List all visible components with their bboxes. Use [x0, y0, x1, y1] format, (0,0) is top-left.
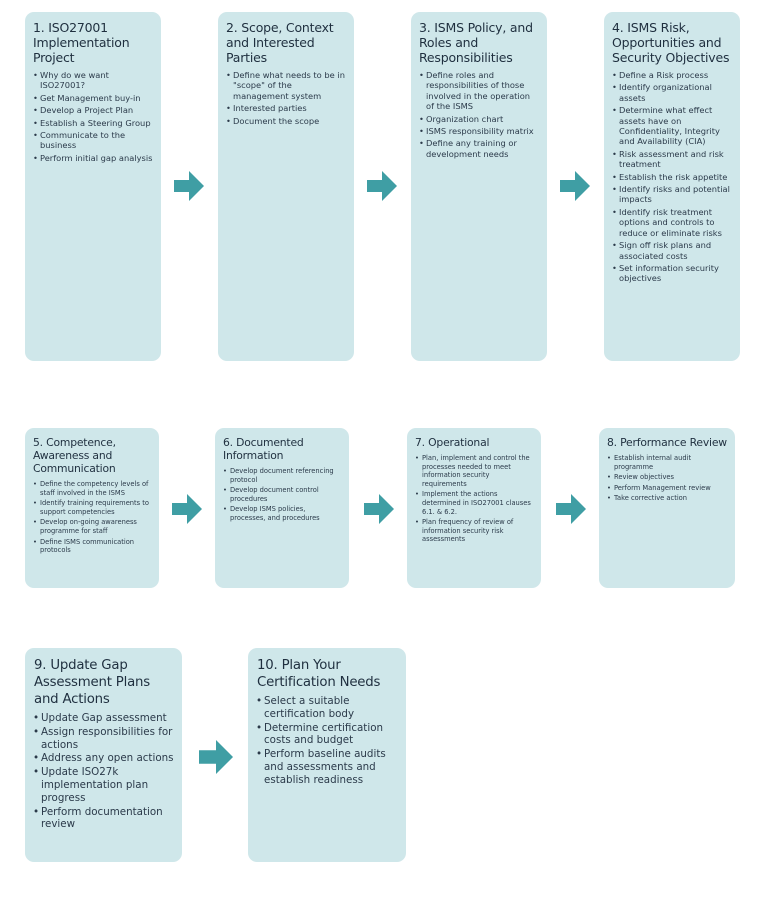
step-card-10	[248, 648, 406, 862]
list-item: • Define ISMS communication protocols	[40, 538, 151, 555]
step-title: 1. ISO27001 Implementation Project	[33, 20, 130, 65]
list-item: • Document the scope	[233, 116, 346, 126]
list-item: • Perform Management review	[614, 484, 727, 493]
list-item: • Establish internal audit programme	[614, 454, 727, 471]
step-list	[230, 467, 341, 523]
step-list	[264, 695, 398, 787]
list-item: • Define roles and responsibilities of those involved in the operation of the ISMS	[426, 70, 539, 112]
list-item: • Address any open actions	[41, 752, 174, 765]
flow-arrow-icon	[556, 494, 586, 524]
flow-arrow-icon	[174, 171, 204, 201]
step-title: 9. Update Gap Assessment Plans and Actions	[34, 658, 151, 707]
list-item: • Get Management buy-in	[40, 93, 153, 103]
list-item: • Why do we want ISO27001?	[40, 70, 153, 91]
step-list	[426, 70, 539, 159]
list-item: • ISMS responsibility matrix	[426, 126, 539, 136]
step-card-1	[25, 12, 161, 361]
list-item: • Sign off risk plans and associated costs	[619, 240, 734, 261]
step-card-7	[407, 428, 541, 588]
step-title: 2. Scope, Context and Interested Parties	[226, 20, 334, 65]
list-item: • Organization chart	[426, 114, 539, 124]
list-item: • Update Gap assessment	[41, 712, 174, 725]
list-item: • Plan, implement and control the processes needed to meet information security requirements	[422, 454, 533, 488]
list-item: • Perform initial gap analysis	[40, 153, 153, 163]
step-title: 8. Performance Review	[607, 436, 727, 449]
step-list	[422, 454, 533, 544]
list-item: • Perform baseline audits and assessments and establish readiness	[264, 748, 398, 786]
list-item: • Define any training or development needs	[426, 138, 539, 159]
list-item: • Identify training requirements to support competencies	[40, 499, 151, 516]
step-list	[40, 480, 151, 555]
list-item: • Select a suitable certification body	[264, 695, 398, 721]
step-list	[619, 70, 734, 284]
list-item: • Implement the actions determined in ISO27001 clauses 6.1. & 6.2.	[422, 490, 533, 516]
step-card-6	[215, 428, 349, 588]
step-card-8	[599, 428, 735, 588]
list-item: • Interested parties	[233, 103, 346, 113]
step-title: 6. Documented Information	[223, 436, 304, 462]
step-card-2	[218, 12, 354, 361]
step-title: 3. ISMS Policy, and Roles and Responsibilities	[419, 20, 533, 65]
step-title: 7. Operational	[415, 436, 490, 449]
list-item: • Plan frequency of review of information security risk assessments	[422, 518, 533, 544]
list-item: • Assign responsibilities for actions	[41, 726, 174, 752]
step-title: 4. ISMS Risk, Opportunities and Security Objectives	[612, 20, 730, 65]
flow-arrow-icon	[560, 171, 590, 201]
list-item: • Determine certification costs and budget	[264, 722, 398, 748]
list-item: • Define the competency levels of staff involved in the ISMS	[40, 480, 151, 497]
list-item: • Identify risk treatment options and controls to reduce or eliminate risks	[619, 207, 734, 238]
step-card-9	[25, 648, 182, 862]
list-item: • Take corrective action	[614, 494, 727, 503]
list-item: • Develop on-going awareness programme for staff	[40, 518, 151, 535]
flow-arrow-icon	[172, 494, 202, 524]
list-item: • Communicate to the business	[40, 130, 153, 151]
flow-arrow-icon	[367, 171, 397, 201]
list-item: • Perform documentation review	[41, 806, 174, 832]
list-item: • Develop ISMS policies, processes, and procedures	[230, 505, 341, 522]
step-list	[40, 70, 153, 163]
list-item: • Risk assessment and risk treatment	[619, 149, 734, 170]
list-item: • Develop document control procedures	[230, 486, 341, 503]
step-list	[614, 454, 727, 503]
list-item: • Define a Risk process	[619, 70, 734, 80]
list-item: • Review objectives	[614, 473, 727, 482]
list-item: • Develop a Project Plan	[40, 105, 153, 115]
flow-arrow-icon	[364, 494, 394, 524]
list-item: • Identify organizational assets	[619, 82, 734, 103]
step-card-5	[25, 428, 159, 588]
step-title: 5. Competence, Awareness and Communication	[33, 436, 116, 475]
flow-arrow-icon	[199, 740, 233, 774]
list-item: • Update ISO27k implementation plan progress	[41, 766, 174, 804]
list-item: • Set information security objectives	[619, 263, 734, 284]
step-list	[41, 712, 174, 831]
list-item: • Establish a Steering Group	[40, 118, 153, 128]
list-item: • Determine what effect assets have on Confidentiality, Integrity and Availability (CIA)	[619, 105, 734, 147]
step-list	[233, 70, 346, 126]
list-item: • Establish the risk appetite	[619, 172, 734, 182]
list-item: • Define what needs to be in "scope" of the management system	[233, 70, 346, 101]
list-item: • Identify risks and potential impacts	[619, 184, 734, 205]
step-card-4	[604, 12, 740, 361]
step-card-3	[411, 12, 547, 361]
step-title: 10. Plan Your Certification Needs	[257, 658, 381, 690]
list-item: • Develop document referencing protocol	[230, 467, 341, 484]
